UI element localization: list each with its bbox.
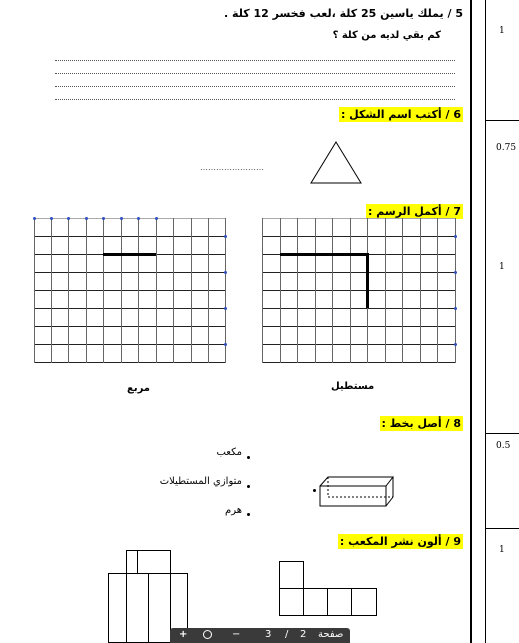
grid-v [191,218,192,363]
q6-title [339,108,463,121]
grid-h [262,326,456,327]
grid-h [262,218,456,219]
page-current[interactable]: 2 [300,629,307,640]
net-square [148,573,171,643]
grid-h [34,326,226,327]
q8-title [380,417,463,430]
grid-v [420,218,421,363]
grid-dot [224,343,227,346]
bullet [247,456,250,459]
margin-line-inner [470,0,472,643]
page-total: 3 [265,629,272,640]
square-start-segment [103,253,156,256]
answer-line [55,60,455,61]
grid-v [315,218,316,363]
answer-line [55,86,455,87]
q6-title-text: 6 / أكتب اسم الشكل : [340,108,461,121]
grid-v [402,218,403,363]
bullet [247,485,250,488]
right-grid [262,218,456,364]
left-grid [34,218,226,364]
grid-v [156,218,157,363]
grid-dot [224,307,227,310]
grid-dot [155,217,158,220]
grid-v [86,218,87,363]
triangle-shape [309,140,363,186]
grid-v [173,218,174,363]
q7-title [366,205,463,218]
rectangle-side-segment [366,253,369,308]
grid-v [34,218,35,363]
rectangle-top-segment [280,253,369,256]
page-separator: / [285,629,289,640]
grid-h [262,344,456,345]
cuboid-shape [308,474,394,510]
grid-h [262,236,456,237]
right-grid-label: مستطيل [331,381,375,392]
grid-dot [50,217,53,220]
zoom-in-button[interactable]: + [179,629,188,640]
q9-title [338,535,463,548]
score-divider [486,528,519,529]
margin-line-outer [485,0,486,643]
grid-v [297,218,298,363]
net-square [303,588,328,616]
match-item-cuboid: متوازي المستطيلات [159,476,242,487]
cube-net-right [279,561,377,616]
score-divider [486,433,519,434]
grid-v [208,218,209,363]
net-square [279,561,304,589]
match-item-cube: مكعب [216,447,242,458]
q8-title-text: 8 / أصل بخط : [381,417,461,430]
grid-h [34,290,226,291]
grid-dot [224,271,227,274]
left-grid-label: مربع [127,383,150,394]
grid-v [121,218,122,363]
cuboid-dot [313,489,316,492]
grid-v [51,218,52,363]
grid-h [34,362,226,363]
grid-v [280,218,281,363]
net-square [351,588,377,616]
net-square [126,550,171,574]
grid-h [34,308,226,309]
q6-answer-dots: …………………… [200,163,264,172]
net-inner-line [137,550,138,574]
grid-v [68,218,69,363]
grid-h [34,236,226,237]
grid-v [385,218,386,363]
grid-v [103,218,104,363]
bullet [247,513,250,516]
pdf-toolbar [170,628,350,643]
grid-dot [102,217,105,220]
grid-dot [67,217,70,220]
score-q9: 1 [499,545,505,555]
grid-dot [33,217,36,220]
score-q7: 1 [499,262,505,272]
q9-title-text: 9 / ألون نشر المكعب : [339,535,461,548]
q5-line1: 5 / يملك ياسين 25 كلة ،لعب فخسر 12 كلة . [224,7,463,20]
q7-title-text: 7 / أكمل الرسم : [368,205,461,218]
zoom-out-button[interactable]: − [232,629,241,640]
grid-h [262,290,456,291]
grid-v [437,218,438,363]
score-q8: 0.5 [496,441,511,451]
grid-v [262,218,263,363]
grid-h [262,362,456,363]
grid-v [332,218,333,363]
magnifier-icon[interactable] [203,630,212,639]
net-square [126,573,149,643]
grid-h [262,272,456,273]
score-q5: 1 [499,26,505,36]
grid-h [34,344,226,345]
net-square [279,588,304,616]
grid-h [34,218,226,219]
grid-dot [454,307,457,310]
score-divider [486,120,519,121]
grid-v [225,218,226,363]
net-square [327,588,352,616]
score-q6: 0.75 [496,143,517,153]
answer-line [55,73,455,74]
grid-dot [85,217,88,220]
q5-line2: كم بقي لديه من كلة ؟ [332,30,441,41]
grid-dot [137,217,140,220]
match-item-pyramid: هرم [225,505,242,516]
page-label: صفحة [318,629,344,640]
grid-h [34,272,226,273]
grid-h [262,308,456,309]
grid-dot [120,217,123,220]
grid-v [138,218,139,363]
answer-line [55,99,455,100]
net-square [108,573,127,643]
grid-dot [454,235,457,238]
grid-v [455,218,456,363]
grid-dot [224,235,227,238]
grid-dot [454,271,457,274]
grid-v [350,218,351,363]
grid-dot [454,343,457,346]
